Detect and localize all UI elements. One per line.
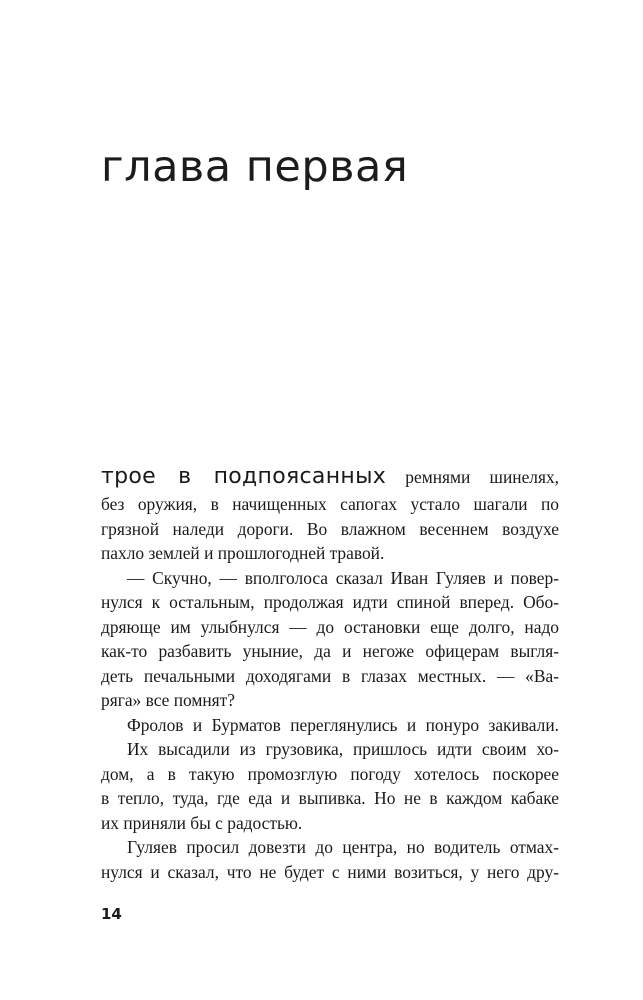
body-text (101, 462, 559, 884)
text-line: как-то разбавить уныние, да и негоже офицерам выгля- (101, 641, 559, 661)
text-line: Их высадили из грузовика, пришлось идти своим хо- (127, 739, 559, 759)
text-line: нулся к остальным, продолжая идти спиной вперед. Обо- (101, 592, 559, 612)
text-line: деть печальными доходягами в глазах местных. — «Ва- (101, 665, 559, 686)
text-line: — Скучно, — вполголоса сказал Иван Гуляев и повер- (127, 567, 559, 588)
text-line: дряюще им улыбнулся — до остановки еще долго, надо (101, 616, 559, 637)
text-line: Фролов и Бурматов переглянулись и понуро закивали. (127, 714, 559, 735)
text-line: их приняли бы с радостью. (101, 812, 303, 833)
chapter-title: глава первая (101, 142, 409, 192)
page-number: 14 (101, 905, 122, 923)
text-line: нулся и сказал, что не будет с ними возиться, у него дру- (101, 861, 559, 882)
text-line: без оружия, в начищенных сапогах устало шагали по (101, 494, 559, 514)
text-line: в тепло, туда, где еда и выпивка. Но не в каждом кабаке (101, 788, 559, 808)
text-line: ряга» все помнят? (101, 690, 235, 710)
text-line: пахло землей и прошлогодней травой. (101, 543, 385, 563)
text-line-content: ремнями шинелях, (405, 467, 560, 487)
text-line: грязной наледи дороги. Во влажном весеннем воздухе (101, 518, 559, 539)
lead-in-text: трое в подпоясанных (101, 464, 387, 489)
text-line: дом, а в такую промозглую погоду хотелось поскорее (101, 763, 559, 784)
text-line (101, 462, 559, 492)
text-line: Гуляев просил довезти до центра, но водитель отмах- (127, 837, 559, 857)
